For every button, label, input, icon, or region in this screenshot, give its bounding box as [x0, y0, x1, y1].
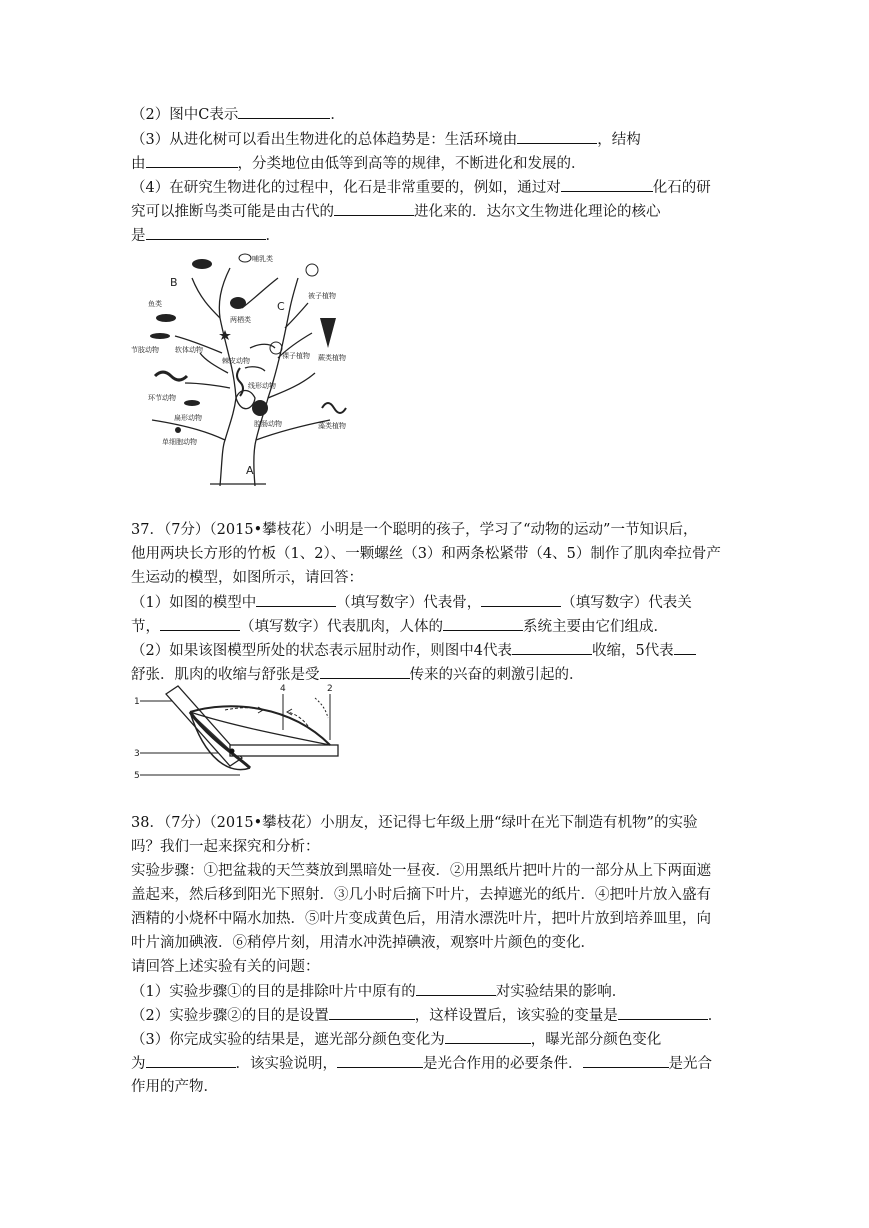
mammal-icon: [239, 254, 251, 262]
label-echinoderm: 棘皮动物: [222, 357, 250, 365]
label-mollusc: 软体动物: [175, 346, 203, 354]
fern-icon: [320, 318, 336, 348]
answer-blank[interactable]: [146, 225, 266, 240]
label-A: A: [246, 464, 254, 477]
flower-icon: [306, 264, 318, 276]
label-seed-plant: 被子植物: [308, 292, 336, 300]
q38-line-8: （1）实验步骤①的目的是排除叶片中原有的 对实验结果的影响．: [131, 981, 626, 1002]
answer-blank[interactable]: [146, 153, 238, 168]
flatworm-icon: [184, 400, 200, 406]
label-fern: 蕨类植物: [318, 354, 346, 362]
q37-line-1: 37．（7分）（2015•攀枝花）小明是一个聪明的孩子，学习了“动物的运动”一节知识后，: [131, 522, 698, 538]
gymnosperm-icon: [270, 342, 282, 354]
label-coelenterate: 腔肠动物: [254, 420, 282, 428]
q38-line-3: 实验步骤：①把盆栽的天竺葵放到黑暗处一昼夜．②用黑纸片把叶片的一部分从上下两面遮: [131, 863, 711, 879]
label-arthropod: 节肢动物: [131, 346, 159, 354]
answer-blank[interactable]: [238, 104, 330, 119]
q38-line-9: （2）实验步骤②的目的是设置 ，这样设置后，该实验的变量是 ．: [131, 1005, 722, 1026]
answer-blank[interactable]: [337, 1053, 423, 1068]
algae-icon: [322, 403, 346, 413]
answer-blank[interactable]: [329, 1005, 415, 1020]
label-1: 1: [134, 697, 140, 707]
label-C: C: [277, 300, 285, 313]
board-2: [230, 745, 338, 756]
label-2: 2: [327, 684, 333, 694]
q36-line-4b: 究可以推断鸟类可能是由古代的 进化来的．达尔文生物进化理论的核心: [131, 201, 661, 222]
label-nematode: 线形动物: [248, 382, 276, 390]
q37-line-2: 他用两块长方形的竹板（1、2）、一颗螺丝（3）和两条松紧带（4、5）制作了肌肉牵拉骨产: [131, 546, 721, 562]
q38-line-12: 作用的产物．: [131, 1079, 218, 1095]
q38-line-6: 叶片滴加碘液．⑥稍停片刻，用清水冲洗掉碘液，观察叶片颜色的变化．: [131, 935, 595, 951]
answer-blank[interactable]: [512, 640, 592, 655]
q36-line-3: （3）从进化树可以看出生物进化的总体趋势是：生活环境由 ，结构: [131, 129, 641, 150]
answer-blank[interactable]: [320, 664, 410, 679]
answer-blank[interactable]: [618, 1005, 708, 1020]
screw-3: [230, 749, 235, 754]
label-fish: 鱼类: [148, 300, 162, 308]
q38-line-7: 请回答上述实验有关的问题：: [131, 959, 320, 975]
evolution-tree-figure: [130, 248, 360, 493]
label-B: B: [170, 276, 178, 289]
label-5: 5: [134, 771, 140, 780]
q36-line-4c: 是 ．: [131, 225, 280, 246]
answer-blank[interactable]: [561, 177, 653, 192]
q37-line-3: 生运动的模型，如图所示，请回答：: [131, 570, 363, 586]
q36-line-4: （4）在研究生物进化的过程中，化石是非常重要的，例如，通过对 化石的研: [131, 177, 711, 198]
q37-line-4: （1）如图的模型中 （填写数字）代表骨， （填写数字）代表关: [131, 592, 692, 613]
answer-blank[interactable]: [445, 1029, 531, 1044]
answer-blank[interactable]: [517, 129, 597, 144]
label-annelid: 环节动物: [148, 394, 176, 402]
q38-line-5: 酒精的小烧杯中隔水加热．⑤叶片变成黄色后，用清水漂洗叶片，把叶片放到培养皿里，向: [131, 911, 711, 927]
q37-line-7: 舒张．肌肉的收缩与舒张是受 传来的兴奋的刺激引起的．: [131, 664, 584, 685]
label-gymnosperm: 裸子植物: [282, 352, 310, 360]
q38-line-4: 盖起来，然后移到阳光下照射．③几小时后摘下叶片，去掉遮光的纸片．④把叶片放入盛有: [131, 887, 711, 903]
muscle-model-figure: [130, 680, 350, 780]
label-4: 4: [280, 684, 286, 694]
fish-icon: [156, 314, 176, 322]
q36-line-2: （2）图中C表示 ．: [131, 104, 345, 125]
q37-line-6: （2）如果该图模型所处的状态表示屈肘动作，则图中4代表 收缩，5代表: [131, 640, 696, 661]
bird-icon: [192, 259, 212, 269]
amphibian-icon: [230, 297, 246, 309]
answer-blank[interactable]: [443, 616, 523, 631]
arrow-board2: [315, 698, 328, 718]
protozoa-icon: [175, 427, 181, 433]
worm-icon: [155, 372, 187, 380]
answer-blank[interactable]: [674, 640, 696, 655]
q38-line-11: 为 ．该实验说明， 是光合作用的必要条件． 是光合: [131, 1053, 712, 1074]
q38-line-10: （3）你完成实验的结果是，遮光部分颜色变化为 ，曝光部分颜色变化: [131, 1029, 661, 1050]
answer-blank[interactable]: [583, 1053, 669, 1068]
label-mammal: 哺乳类: [252, 255, 273, 263]
answer-blank[interactable]: [160, 616, 240, 631]
answer-blank[interactable]: [481, 592, 561, 607]
label-amphibian: 两栖类: [230, 316, 251, 324]
q38-line-2: 吗？我们一起来探究和分析：: [131, 839, 320, 855]
answer-blank[interactable]: [256, 592, 336, 607]
coral-icon: [252, 400, 268, 416]
label-algae: 藻类植物: [318, 422, 346, 430]
answer-blank[interactable]: [416, 981, 496, 996]
label-protozoa: 单细胞动物: [162, 438, 197, 446]
q37-line-5: 节， （填写数字）代表肌肉，人体的 系统主要由它们组成．: [131, 616, 668, 637]
insect-icon: [150, 333, 170, 339]
label-3: 3: [134, 749, 140, 759]
answer-blank[interactable]: [146, 1053, 236, 1068]
organism-icons: [150, 254, 346, 433]
answer-blank[interactable]: [334, 201, 414, 216]
label-flatworm: 扁形动物: [174, 414, 202, 422]
q38-line-1: 38．（7分）（2015•攀枝花）小朋友，还记得七年级上册“绿叶在光下制造有机物”的实验: [131, 815, 698, 831]
q36-line-3b: 由 ，分类地位由低等到高等的规律，不断进化和发展的．: [131, 153, 586, 174]
